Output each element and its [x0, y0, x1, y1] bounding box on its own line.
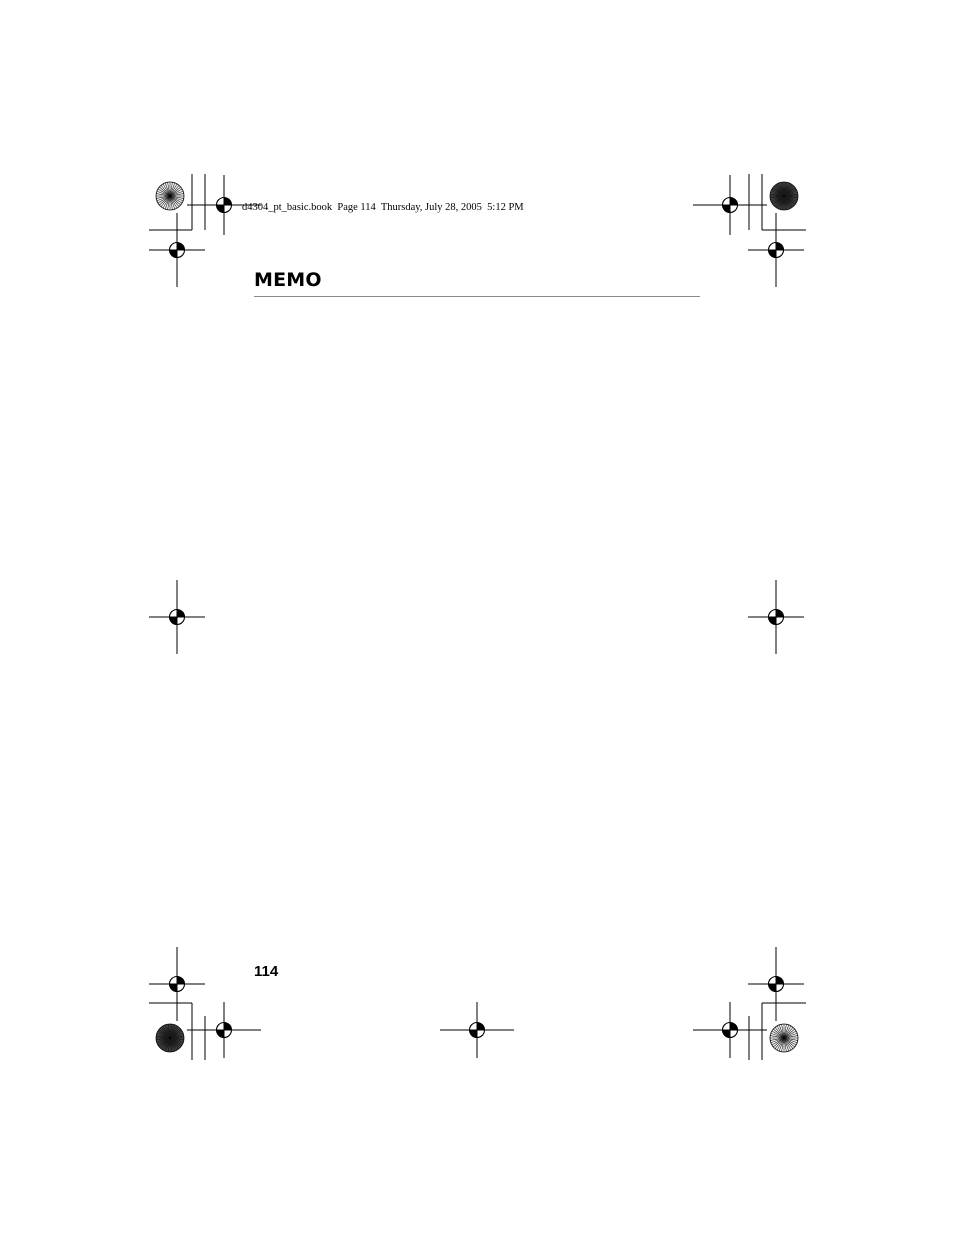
starburst-dark-icon: [156, 1024, 184, 1052]
crosshair-target-icon: [693, 175, 767, 235]
print-slug-line: d4304_pt_basic.book Page 114 Thursday, July 28, 2005 5:12 PM: [242, 202, 524, 213]
crosshair-target-icon: [187, 1002, 261, 1058]
title-underline-divider: [254, 296, 700, 297]
crosshair-target-icon: [440, 1002, 514, 1058]
crosshair-target-icon: [748, 213, 804, 287]
page-title: MEMO: [254, 269, 322, 291]
crosshair-target-icon: [149, 213, 205, 287]
starburst-dark-icon: [770, 182, 798, 210]
crosshair-target-icon: [149, 947, 205, 1021]
starburst-light-icon: [156, 182, 184, 210]
starburst-light-icon: [770, 1024, 798, 1052]
crosshair-target-icon: [748, 580, 804, 654]
crosshair-target-icon: [748, 947, 804, 1021]
page-number: 114: [254, 963, 279, 980]
crosshair-target-icon: [149, 580, 205, 654]
crosshair-target-icon: [693, 1002, 767, 1058]
